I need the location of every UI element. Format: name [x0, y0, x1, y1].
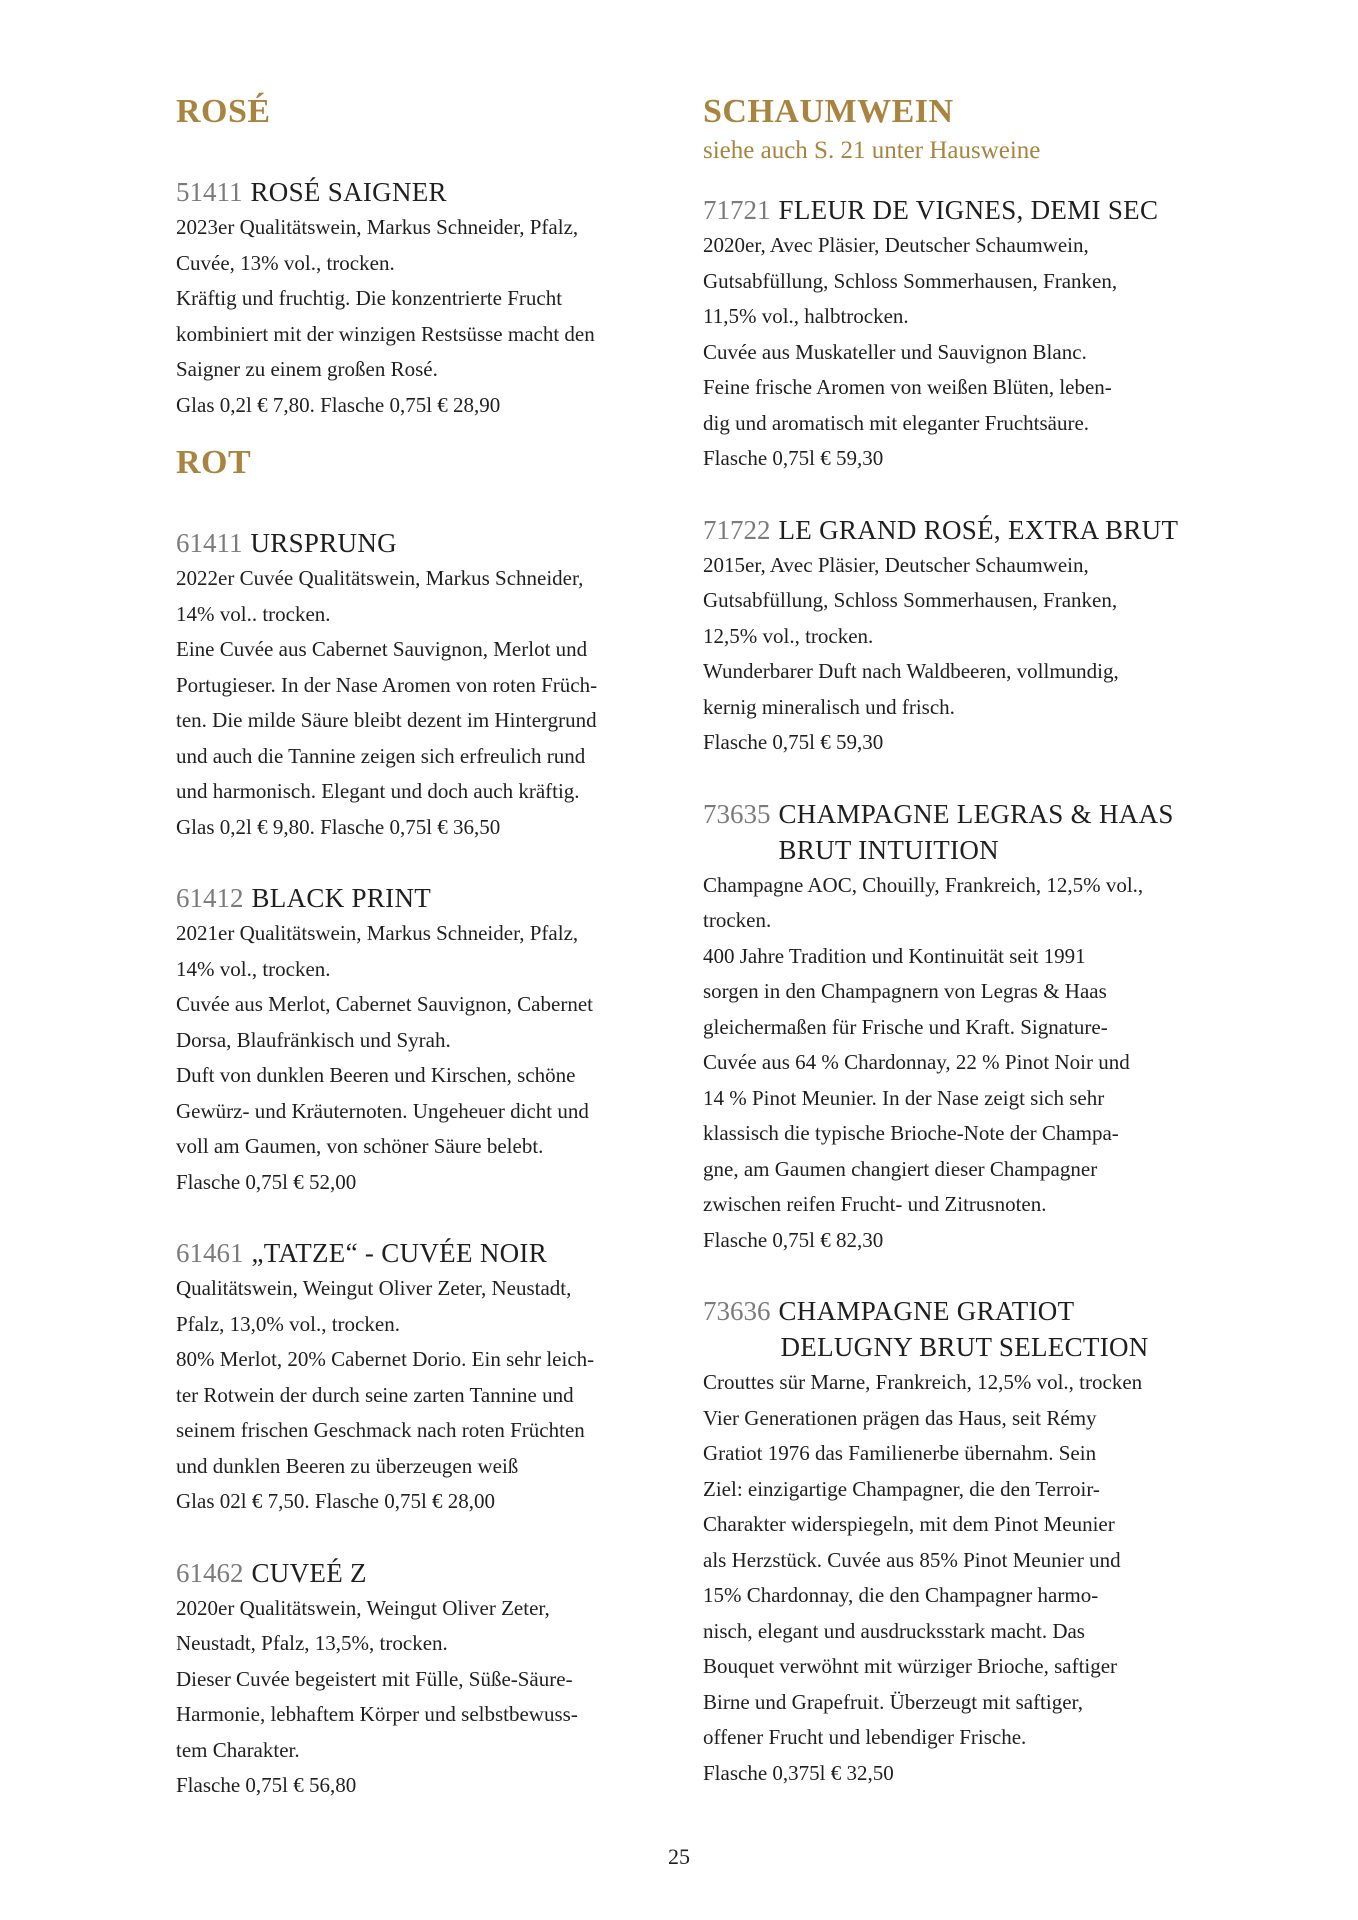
wine-detail-line: Duft von dunklen Beeren und Kirschen, schöne	[176, 1063, 576, 1087]
wine-detail-line: Bouquet verwöhnt mit würziger Brioche, saftiger	[703, 1654, 1118, 1678]
wine-detail-line: Charakter widerspiegeln, mit dem Pinot Meunier	[703, 1512, 1115, 1536]
wine-entry-73635	[703, 796, 1203, 1259]
wine-detail-line: Kräftig und fruchtig. Die konzentrierte Frucht	[176, 286, 563, 310]
wine-entry-61411	[176, 525, 676, 845]
wine-detail-line: offener Frucht und lebendiger Frische.	[703, 1725, 1027, 1749]
wine-detail-line: Gratiot 1976 das Familienerbe übernahm. Sein	[703, 1441, 1097, 1465]
wine-entry-51411	[176, 174, 676, 423]
wine-entry-61412	[176, 880, 676, 1200]
wine-name: FLEUR DE VIGNES, DEMI SEC	[778, 195, 1159, 225]
wine-price: Glas 0,2l € 9,80. Flasche 0,75l € 36,50	[176, 814, 501, 839]
wine-detail-line: 2020er, Avec Pläsier, Deutscher Schaumwein,	[703, 233, 1089, 257]
wine-detail-line: Cuvée, 13% vol., trocken.	[176, 250, 395, 275]
wine-number: 51411	[176, 177, 243, 207]
wine-price: Glas 0,2l € 7,80. Flasche 0,75l € 28,90	[176, 392, 501, 417]
page-number: 25	[668, 1844, 690, 1869]
wine-detail-line: kernig mineralisch und frisch.	[703, 694, 955, 719]
wine-detail-line: Gewürz- und Kräuternoten. Ungeheuer dicht und	[176, 1098, 589, 1123]
wine-price: Flasche 0,75l € 82,30	[703, 1227, 884, 1252]
wine-detail-line: Gutsabfüllung, Schloss Sommerhausen, Franken,	[703, 588, 1118, 612]
section-title-schaumwein: SCHAUMWEIN	[703, 93, 954, 130]
wine-heading	[703, 192, 1203, 228]
wine-entry-71722	[703, 512, 1203, 761]
wine-detail-line: und dunklen Beeren zu überzeugen weiß	[176, 1453, 519, 1478]
wine-name-line-1: CHAMPAGNE GRATIOT	[778, 1296, 1075, 1326]
wine-name-line-2: BRUT INTUITION	[778, 834, 999, 865]
wine-name	[779, 796, 1174, 868]
wine-detail-line: 80% Merlot, 20% Cabernet Dorio. Ein sehr leich-	[176, 1347, 595, 1371]
wine-detail-line: 14% vol., trocken.	[176, 956, 331, 981]
wine-detail-line: 14% vol.. trocken.	[176, 601, 331, 626]
wine-detail-line: Gutsabfüllung, Schloss Sommerhausen, Franken,	[703, 268, 1118, 293]
wine-detail-line: gleichermaßen für Frische und Kraft. Signature-	[703, 1014, 1108, 1039]
wine-detail-line: 400 Jahre Tradition und Kontinuität seit 1991	[703, 943, 1086, 968]
wine-price: Flasche 0,75l € 59,30	[703, 446, 884, 470]
wine-detail-line: Portugieser. In der Nase Aromen von roten Früch-	[176, 672, 598, 697]
wine-detail-line: Birne und Grapefruit. Überzeugt mit saftiger,	[703, 1689, 1083, 1714]
wine-detail-line: sorgen in den Champagnern von Legras & Haas	[703, 979, 1107, 1003]
wine-heading	[176, 1555, 676, 1591]
wine-detail-line: Pfalz, 13,0% vol., trocken.	[176, 1311, 400, 1336]
wine-number: 73635	[703, 798, 771, 829]
wine-name-line-1: CHAMPAGNE LEGRAS & HAAS	[778, 798, 1174, 829]
wine-entry-73636	[703, 1293, 1203, 1791]
wine-detail-line: 2023er Qualitätswein, Markus Schneider, Pfalz,	[176, 215, 579, 239]
wine-detail-line: Saigner zu einem großen Rosé.	[176, 357, 438, 381]
wine-detail-line: Neustadt, Pfalz, 13,5%, trocken.	[176, 1631, 448, 1655]
wine-name: CUVEÉ Z	[251, 1557, 367, 1588]
wine-detail-line: 2021er Qualitätswein, Markus Schneider, Pfalz,	[176, 921, 579, 945]
wine-heading	[703, 796, 1203, 868]
wine-detail-line: Crouttes sür Marne, Frankreich, 12,5% vol., trocken	[703, 1370, 1143, 1394]
wine-number: 61462	[176, 1557, 244, 1588]
wine-detail-line: Harmonie, lebhaftem Körper und selbstbewuss-	[176, 1702, 578, 1726]
wine-detail-line: und auch die Tannine zeigen sich erfreulich rund	[176, 743, 586, 768]
wine-detail-line: Wunderbarer Duft nach Waldbeeren, vollmundig,	[703, 659, 1119, 683]
wine-name: „TATZE“ - CUVÉE NOIR	[251, 1238, 548, 1268]
wine-detail-line: 14 % Pinot Meunier. In der Nase zeigt sich sehr	[703, 1085, 1105, 1110]
wine-detail-line: zwischen reifen Frucht- und Zitrusnoten.	[703, 1192, 1047, 1216]
wine-detail-line: kombiniert mit der winzigen Restsüsse macht den	[176, 321, 595, 346]
wine-price: Flasche 0,75l € 52,00	[176, 1169, 357, 1194]
wine-price: Flasche 0,75l € 56,80	[176, 1773, 357, 1797]
wine-heading	[176, 174, 676, 210]
wine-number: 61411	[176, 528, 243, 558]
wine-heading	[703, 1293, 1203, 1365]
left-column	[176, 90, 676, 1804]
wine-detail-line: ter Rotwein der durch seine zarten Tannine und	[176, 1382, 574, 1407]
wine-name: LE GRAND ROSÉ, EXTRA BRUT	[778, 514, 1179, 545]
wine-detail-line: 15% Chardonnay, die den Champagner harmo-	[703, 1583, 1099, 1607]
wine-name: URSPRUNG	[250, 528, 397, 558]
wine-name: BLACK PRINT	[251, 883, 432, 913]
wine-detail-line: Cuvée aus Muskateller und Sauvignon Blanc.	[703, 339, 1087, 364]
wine-detail-line: Cuvée aus 64 % Chardonnay, 22 % Pinot Noir und	[703, 1050, 1130, 1074]
wine-detail-line: Champagne AOC, Chouilly, Frankreich, 12,5% vol.,	[703, 872, 1144, 897]
section-subtitle: siehe auch S. 21 unter Hausweine	[703, 137, 1041, 164]
wine-name-line-2: DELUGNY BRUT SELECTION	[780, 1332, 1149, 1362]
wine-entry-61462	[176, 1555, 676, 1804]
wine-detail-line: 2020er Qualitätswein, Weingut Oliver Zeter,	[176, 1595, 550, 1620]
wine-number: 73636	[703, 1296, 771, 1326]
wine-detail-line: 12,5% vol., trocken.	[703, 623, 874, 648]
wine-detail-line: 11,5% vol., halbtrocken.	[703, 304, 909, 328]
wine-detail-line: klassisch die typische Brioche-Note der Champa-	[703, 1121, 1119, 1145]
wine-detail-line: dig und aromatisch mit eleganter Fruchtsäure.	[703, 410, 1090, 435]
wine-detail-line: Qualitätswein, Weingut Oliver Zeter, Neustadt,	[176, 1276, 572, 1300]
wine-detail-line: nisch, elegant und ausdrucksstark macht. Das	[703, 1618, 1085, 1643]
wine-detail-line: Vier Generationen prägen das Haus, seit Rémy	[703, 1405, 1097, 1430]
wine-price: Glas 02l € 7,50. Flasche 0,75l € 28,00	[176, 1489, 496, 1513]
wine-price: Flasche 0,75l € 59,30	[703, 730, 884, 754]
wine-detail-line: Cuvée aus Merlot, Cabernet Sauvignon, Cabernet	[176, 992, 593, 1016]
wine-detail-line: Eine Cuvée aus Cabernet Sauvignon, Merlot und	[176, 637, 588, 661]
wine-name	[779, 1293, 1149, 1365]
wine-detail-line: tem Charakter.	[176, 1737, 300, 1762]
wine-detail-line: Feine frische Aromen von weißen Blüten, leben-	[703, 375, 1112, 399]
wine-number: 71721	[703, 195, 771, 225]
wine-detail-line: als Herzstück. Cuvée aus 85% Pinot Meunier und	[703, 1547, 1121, 1572]
wine-detail-line: 2015er, Avec Pläsier, Deutscher Schaumwein,	[703, 552, 1089, 577]
wine-entry-71721	[703, 192, 1203, 477]
wine-name: ROSÉ SAIGNER	[250, 177, 447, 207]
section-title-rot: ROT	[176, 444, 252, 481]
wine-detail-line: Dorsa, Blaufränkisch und Syrah.	[176, 1027, 451, 1052]
wine-heading	[176, 1235, 676, 1271]
wine-detail-line: gne, am Gaumen changiert dieser Champagner	[703, 1156, 1098, 1181]
wine-detail-line: voll am Gaumen, von schöner Säure belebt.	[176, 1134, 544, 1158]
wine-heading	[176, 525, 676, 561]
wine-heading	[176, 880, 676, 916]
wine-heading	[703, 512, 1203, 548]
wine-detail-line: ten. Die milde Säure bleibt dezent im Hintergrund	[176, 708, 597, 732]
wine-number: 61461	[176, 1238, 244, 1268]
wine-number: 71722	[703, 514, 771, 545]
section-title-rose: ROSÉ	[176, 93, 271, 130]
wine-price: Flasche 0,375l € 32,50	[703, 1760, 894, 1785]
wine-detail-line: und harmonisch. Elegant und doch auch kräftig.	[176, 779, 580, 803]
wine-detail-line: Ziel: einzigartige Champagner, die den Terroir-	[703, 1476, 1100, 1501]
right-column	[703, 90, 1203, 1791]
wine-detail-line: Dieser Cuvée begeistert mit Fülle, Süße-Säure-	[176, 1666, 573, 1691]
wine-entry-61461	[176, 1235, 676, 1520]
wine-number: 61412	[176, 883, 244, 913]
wine-detail-line: 2022er Cuvée Qualitätswein, Markus Schneider,	[176, 566, 584, 590]
wine-detail-line: seinem frischen Geschmack nach roten Früchten	[176, 1418, 585, 1442]
wine-detail-line: trocken.	[703, 908, 772, 932]
